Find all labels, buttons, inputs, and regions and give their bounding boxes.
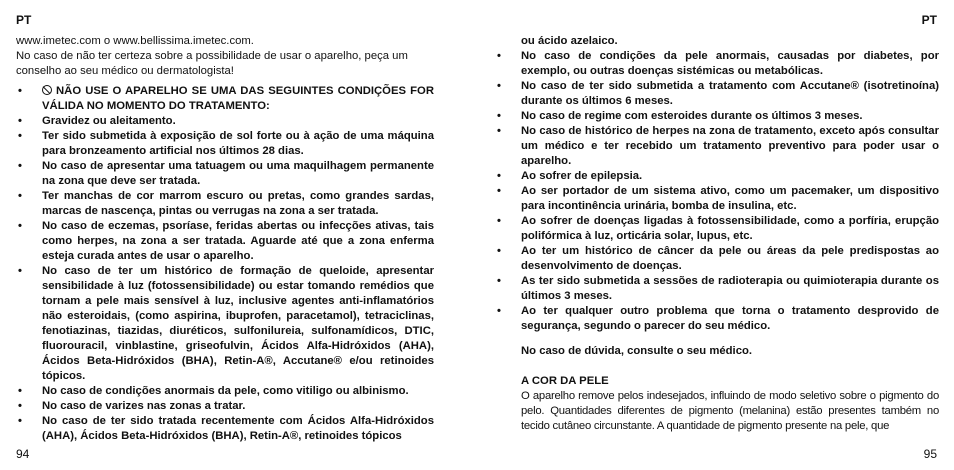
list-item: • No caso de varizes nas zonas a tratar. xyxy=(16,399,434,414)
list-item: • Ao ter um histórico de câncer da pele ou áreas da pele predispostas ao desenvolvimento de doenças. xyxy=(495,244,939,274)
list-item: • No caso de ter sido tratada recentemente com Ácidos Alfa-Hidróxidos (AHA), Ácidos Beta-Hidróxidos (BHA), Retin-A®, retinoides tópicos xyxy=(16,414,434,444)
list-item: • Ter manchas de cor marrom escuro ou pretas, como grandes sardas, marcas de nascença, pintas ou verrugas na zona a ser tratada. xyxy=(16,189,434,219)
prohibited-icon xyxy=(42,85,52,95)
intro-text: No caso de não ter certeza sobre a possibilidade de usar o aparelho, peça um conselho ao seu médico ou dermatologista! xyxy=(16,50,408,77)
list-item-continuation: ou ácido azelaico. xyxy=(521,35,618,47)
list-item: • As ter sido submetida a sessões de radioterapia ou quimioterapia durante os últimos 3 meses. xyxy=(495,274,939,304)
list-item: • Ao sofrer de epilepsia. xyxy=(495,169,939,184)
warning-heading: NÃO USE O APARELHO SE UMA DAS SEGUINTES CONDIÇÕES FOR VÁLIDA NO MOMENTO DO TRATAMENTO: xyxy=(42,85,434,112)
language-label: PT xyxy=(921,13,937,27)
left-column xyxy=(16,34,434,444)
page-number: 94 xyxy=(16,447,30,461)
list-item: • No caso de condições da pele anormais, causadas por diabetes, por exemplo, ou outras doenças sistémicas ou metabólicas. xyxy=(495,49,939,79)
list-item: • Ao sofrer de doenças ligadas à fotossensibilidade, como a porfíria, erupção polifórmica à luz, orticária solar, lupus, etc. xyxy=(495,214,939,244)
contraindication-list xyxy=(16,84,434,444)
right-column xyxy=(521,34,939,434)
list-item: • Ter sido submetida à exposição de sol forte ou à ação de uma máquina para bronzeamento artificial nos últimos 28 dias. xyxy=(16,129,434,159)
language-label: PT xyxy=(16,13,32,27)
list-item: • Ao ter qualquer outro problema que torna o tratamento desprovido de segurança, segundo o parecer do seu médico. xyxy=(495,304,939,334)
list-item: • No caso de histórico de herpes na zona de tratamento, exceto após consultar um médico e ter recebido um tratamento preventivo para poder usar o aparelho. xyxy=(495,124,939,169)
intro-link: www.imetec.com o www.bellissima.imetec.com. xyxy=(16,35,254,47)
list-item: • No caso de apresentar uma tatuagem ou uma maquilhagem permanente na zona que deve ser tratada. xyxy=(16,159,434,189)
right-page xyxy=(477,0,954,470)
list-item: • No caso de ter um histórico de formação de queloide, apresentar sensibilidade à luz (fotossensibilidade) ou estar tomando remédios que tornam a pele mais sensível à luz, inclusive agentes anti-inflamatórios não esteroidais, (como aspirina, ibuprofen, paracetamol), tetraciclinas, fenotiazinas, tiazidas, diuréticos, sulfonilureia, sulfonamídicos, DTIC, fluorouracil, vinblastine, griseofulvin, Ácidos Alfa-Hidróxidos (AHA), Ácidos Beta-Hidróxidos (BHA), Retin-A®, Accutane® e/ou retinoides tópicos. xyxy=(16,264,434,384)
list-item: • No caso de eczemas, psoríase, feridas abertas ou infecções ativas, tais como herpes, na zona a ser tratada. Aguarde até que a zona enferma esteja curada antes de usar o aparelho. xyxy=(16,219,434,264)
contraindication-list-continued xyxy=(495,34,939,334)
list-item: • No caso de ter sido submetida a tratamento com Accutane® (isotretinoína) durante os últimos 6 meses. xyxy=(495,79,939,109)
warning-heading-item xyxy=(16,84,434,114)
list-item: • No caso de regime com esteroides durante os últimos 3 meses. xyxy=(495,109,939,124)
doubt-note: No caso de dúvida, consulte o seu médico. xyxy=(521,345,753,357)
page-number: 95 xyxy=(923,447,937,461)
section-heading: A COR DA PELE xyxy=(521,375,609,387)
list-item: • Gravidez ou aleitamento. xyxy=(16,114,434,129)
list-item: • No caso de condições anormais da pele, como vitiligo ou albinismo. xyxy=(16,384,434,399)
list-item: • Ao ser portador de um sistema ativo, como um pacemaker, um dispositivo para incontinência urinária, bomba de insulina, etc. xyxy=(495,184,939,214)
section-body: O aparelho remove pelos indesejados, influindo de modo seletivo sobre o pigmento do pelo. Quantidades diferentes de pigmento (melanina) estão presentes também no tecido cutâneo circunstante. A quantidade de pigmento presente na pele, que xyxy=(521,390,939,432)
